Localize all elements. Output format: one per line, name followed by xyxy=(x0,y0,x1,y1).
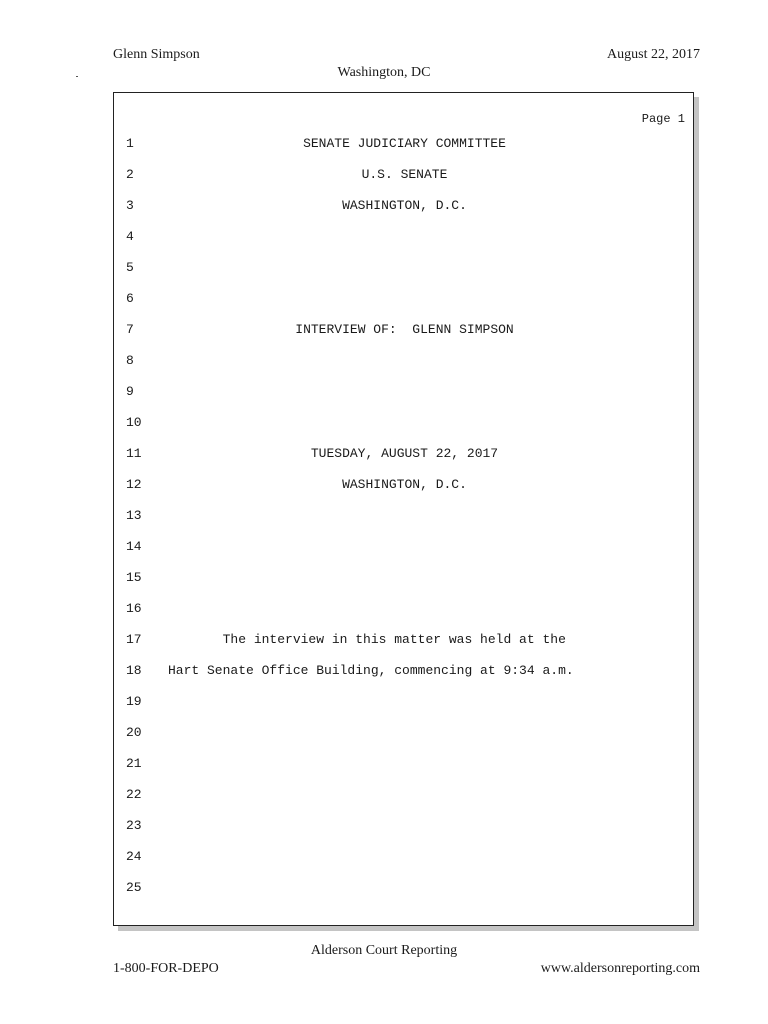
transcript-line xyxy=(114,816,695,836)
transcript-line xyxy=(114,568,695,588)
line-text: SENATE JUDICIARY COMMITTEE xyxy=(303,136,506,151)
transcript-line xyxy=(114,661,695,681)
line-text: TUESDAY, AUGUST 22, 2017 xyxy=(310,446,499,461)
line-number: 25 xyxy=(126,880,142,895)
header-witness-name: Glenn Simpson xyxy=(113,47,200,62)
transcript-line xyxy=(114,878,695,898)
line-text: WASHINGTON, D.C. xyxy=(342,198,467,213)
transcript-line xyxy=(114,785,695,805)
line-number: 21 xyxy=(126,756,142,771)
line-text: WASHINGTON, D.C. xyxy=(342,477,467,492)
transcript-line xyxy=(114,320,695,340)
transcript-line xyxy=(114,289,695,309)
line-number: 13 xyxy=(126,508,142,523)
line-number: 20 xyxy=(126,725,142,740)
line-number: 11 xyxy=(126,446,142,461)
line-number: 1 xyxy=(126,136,134,151)
line-number: 12 xyxy=(126,477,142,492)
line-number: 6 xyxy=(126,291,134,306)
header-location: Washington, DC xyxy=(337,65,431,80)
transcript-line xyxy=(114,754,695,774)
transcript-line xyxy=(114,196,695,216)
line-text: The interview in this matter was held at the xyxy=(168,632,566,647)
header-date: August 22, 2017 xyxy=(607,47,700,62)
line-number: 23 xyxy=(126,818,142,833)
transcript-line xyxy=(114,351,695,371)
transcript-line xyxy=(114,630,695,650)
line-text: U.S. SENATE xyxy=(361,167,448,182)
transcript-line xyxy=(114,258,695,278)
line-number: 3 xyxy=(126,198,134,213)
line-number: 18 xyxy=(126,663,142,678)
transcript-line xyxy=(114,413,695,433)
transcript-line xyxy=(114,165,695,185)
line-number: 24 xyxy=(126,849,142,864)
page-number: Page 1 xyxy=(641,112,685,126)
transcript-line xyxy=(114,537,695,557)
line-number: 22 xyxy=(126,787,142,802)
transcript-line xyxy=(114,506,695,526)
footer-phone: 1-800-FOR-DEPO xyxy=(113,961,219,976)
transcript-line xyxy=(114,227,695,247)
transcript-line xyxy=(114,847,695,867)
transcript-line xyxy=(114,444,695,464)
transcript-line xyxy=(114,475,695,495)
stray-mark xyxy=(76,76,78,77)
line-number: 17 xyxy=(126,632,142,647)
line-number: 19 xyxy=(126,694,142,709)
line-number: 16 xyxy=(126,601,142,616)
line-number: 4 xyxy=(126,229,134,244)
line-number: 5 xyxy=(126,260,134,275)
transcript-line xyxy=(114,723,695,743)
line-number: 14 xyxy=(126,539,142,554)
line-number: 2 xyxy=(126,167,134,182)
line-number: 15 xyxy=(126,570,142,585)
transcript-line xyxy=(114,382,695,402)
transcript-page-frame xyxy=(113,92,694,926)
line-number: 9 xyxy=(126,384,134,399)
line-text: Hart Senate Office Building, commencing at 9:34 a.m. xyxy=(168,663,574,678)
footer-company: Alderson Court Reporting xyxy=(310,943,458,958)
transcript-line xyxy=(114,599,695,619)
line-number: 10 xyxy=(126,415,142,430)
line-number: 7 xyxy=(126,322,134,337)
line-text: INTERVIEW OF: GLENN SIMPSON xyxy=(295,322,514,337)
line-number: 8 xyxy=(126,353,134,368)
transcript-line xyxy=(114,692,695,712)
footer-website[interactable]: www.aldersonreporting.com xyxy=(540,961,700,976)
transcript-line xyxy=(114,134,695,154)
